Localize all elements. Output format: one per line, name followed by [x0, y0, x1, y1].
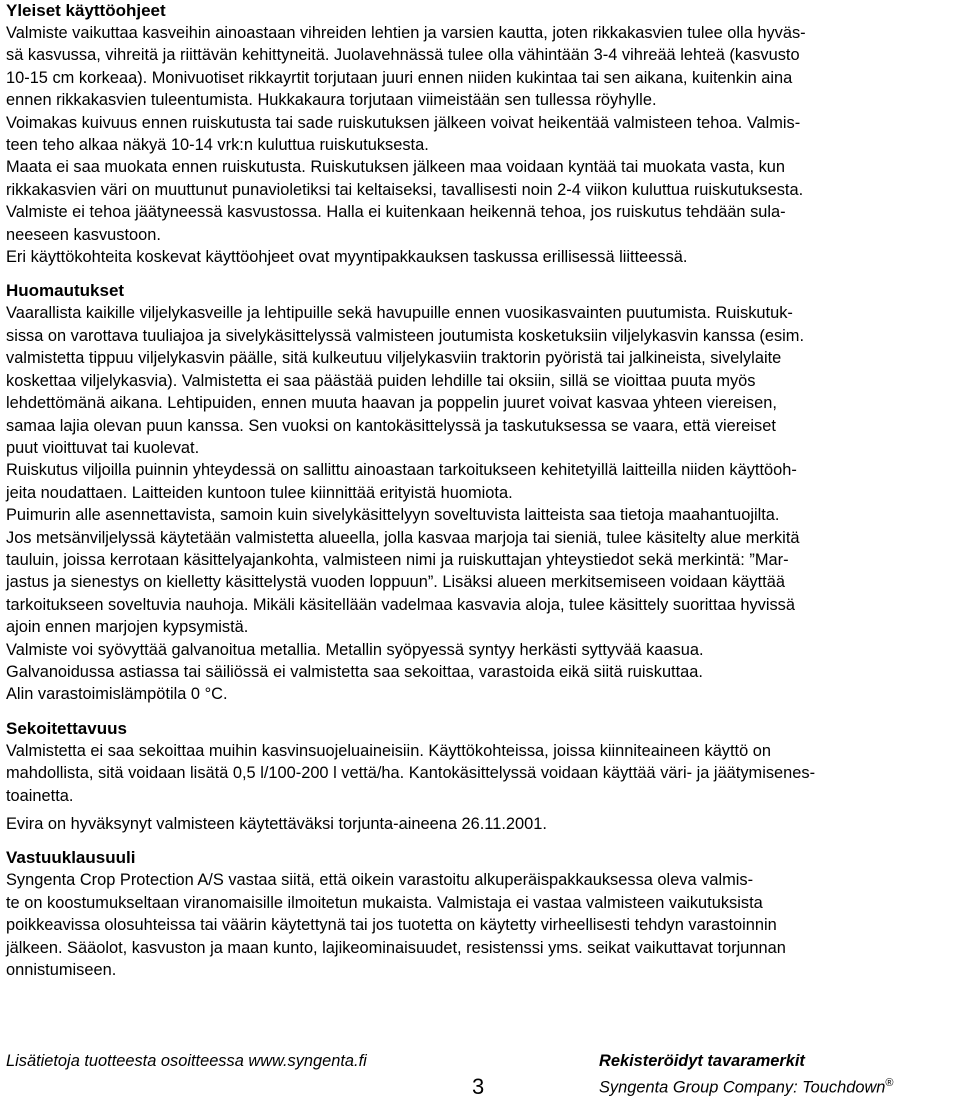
section-body-liability	[6, 869, 956, 981]
page-number: 3	[472, 1074, 485, 1099]
trademarks-text: Syngenta Group Company: Touchdown	[599, 1078, 886, 1097]
text-line: Eri käyttökohteita koskevat käyttöohjeet ovat myyntipakkauksen taskussa erillisessä liitteessä.	[6, 248, 688, 267]
text-line: valmistetta tippuu viljelykasvin päälle, sitä kulkeutuu viljelykasviin traktorin pyöristä tai jalkineista, sivelylaite	[6, 349, 782, 368]
text-line: ennen rikkakasvien tuleentumista. Hukkakaura torjutaan viimeistään sen tullessa röyhylle.	[6, 91, 657, 110]
text-line: lehdettömänä aikana. Lehtipuiden, ennen muuta haavan ja poppelin juuret voivat kasvaa yhteen viereisen,	[6, 394, 777, 413]
text-line: puut vioittuvat tai kuolevat.	[6, 438, 200, 457]
text-line: Puimurin alle asennettavista, samoin kuin sivelykäsittelyyn soveltuvista laitteista saa tietoja maahantuojilta.	[6, 506, 780, 525]
trademarks-line	[599, 1072, 894, 1098]
section-body-general	[6, 22, 956, 268]
section-remarks	[6, 280, 956, 705]
text-line: Voimakas kuivuus ennen ruiskutusta tai sade ruiskutuksen jälkeen voivat heikentää valmisteen tehoa. Valmis-	[6, 113, 801, 132]
text-line: 10-15 cm korkeaa). Monivuotiset rikkayrtit torjutaan juuri ennen niiden kukintaa tai sen aikana, kuitenkin aina	[6, 68, 793, 87]
section-title-liability: Vastuuklausuuli	[6, 848, 136, 868]
footer-more-info: Lisätietoja tuotteesta osoitteessa www.syngenta.fi	[6, 1052, 367, 1070]
text-line: Valmiste vaikuttaa kasveihin ainoastaan vihreiden lehtien ja varsien kautta, joten rikkakasvien tulee olla hyväs-	[6, 24, 806, 42]
evira-approval-line: Evira on hyväksynyt valmisteen käytettäväksi torjunta-aineena 26.11.2001.	[6, 815, 547, 833]
text-line: mahdollista, sitä voidaan lisätä 0,5 l/100-200 l vettä/ha. Kantokäsittelyssä voidaan käyttää väri- ja jäätymisenes-	[6, 764, 816, 783]
text-line: Ruiskutus viljoilla puinnin yhteydessä on sallittu ainoastaan tarkoitukseen kehitetyillä laitteilla niiden käyttöoh-	[6, 461, 797, 480]
text-line: onnistumiseen.	[6, 961, 117, 980]
text-line: sissa on varottava tuuliajoa ja sivelykäsittelyssä valmisteen joutumista kosketuksiin viljelykasvin kanssa (esim.	[6, 326, 805, 345]
text-line: Jos metsänviljelyssä käytetään valmistetta alueella, jolla kasvaa marjoja tai sieniä, tulee käsitelty alue merkitä	[6, 528, 800, 547]
document-page	[6, 0, 956, 981]
section-liability	[6, 847, 956, 981]
text-line: te on koostumukseltaan viranomaisille ilmoitetun mukaista. Valmistaja ei vastaa valmisteen vaikutuksista	[6, 893, 763, 912]
section-body-compatibility	[6, 740, 956, 807]
section-body-remarks	[6, 302, 956, 705]
text-line: koskettaa viljelykasvia). Valmistetta ei saa päästää puiden lehdille tai oksiin, sillä se vioittaa puuta myös	[6, 371, 756, 390]
section-general	[6, 0, 956, 268]
text-line: ajoin ennen marjojen kypsymistä.	[6, 618, 249, 637]
text-line: Syngenta Crop Protection A/S vastaa siitä, että oikein varastoitu alkuperäispakkauksessa oleva valmis-	[6, 871, 754, 890]
section-title-remarks: Huomautukset	[6, 281, 125, 301]
text-line: Maata ei saa muokata ennen ruiskutusta. Ruiskutuksen jälkeen maa voidaan kyntää tai muokata vasta, kun	[6, 158, 786, 177]
text-line: jastus ja sienestys on kielletty käsittelystä vuoden loppuun”. Lisäksi alueen merkitsemiseen voidaan käyttää	[6, 573, 785, 592]
text-line: Valmiste ei tehoa jäätyneessä kasvustossa. Halla ei kuitenkaan heikennä tehoa, jos ruiskutus tehdään sula-	[6, 203, 786, 222]
text-line: jälkeen. Sääolot, kasvuston ja maan kunto, lajikeominaisuudet, resistenssi yms. seikat vaikuttavat torjunnan	[6, 938, 786, 957]
text-line: sä kasvussa, vihreitä ja riittävän kehittyneitä. Juolavehnässä tulee olla vähintään 3-4 vihreää lehteä (kasvusto	[6, 46, 800, 65]
text-line: teen teho alkaa näkyä 10-14 vrk:n kuluttua ruiskutuksesta.	[6, 136, 429, 155]
text-line: Alin varastoimislämpötila 0 °C.	[6, 685, 228, 704]
section-compatibility	[6, 718, 956, 836]
text-line: toainetta.	[6, 786, 74, 805]
text-line: Vaarallista kaikille viljelykasveille ja lehtipuille sekä havupuille ennen vuosikasvainten puutumista. Ruiskutuk-	[6, 304, 793, 323]
text-line: jeita noudattaen. Laitteiden kuntoon tulee kiinnittää erityistä huomiota.	[6, 483, 513, 502]
registered-mark: ®	[885, 1077, 894, 1089]
footer-trademarks	[599, 1050, 894, 1098]
text-line: poikkeavissa olosuhteissa tai väärin käytettynä tai jos tuotetta on käytetty virheellisesti tehdyn varastoinnin	[6, 916, 777, 935]
text-line: Valmistetta ei saa sekoittaa muihin kasvinsuojeluaineisiin. Käyttökohteissa, joissa kiinniteaineen käyttö on	[6, 741, 772, 760]
text-line: Valmiste voi syövyttää galvanoitua metallia. Metallin syöpyessä syntyy herkästi syttyvää kaasua.	[6, 640, 704, 659]
text-line: tauluin, joissa kerrotaan käsittelyajankohta, valmisteen nimi ja ruiskuttajan yhteystiedot sekä merkintä: ”Mar-	[6, 550, 789, 569]
text-line: neeseen kasvustoon.	[6, 225, 161, 244]
section-title-compatibility: Sekoitettavuus	[6, 718, 127, 738]
trademarks-title: Rekisteröidyt tavaramerkit	[599, 1052, 805, 1070]
text-line: rikkakasvien väri on muuttunut punavioletiksi tai keltaiseksi, tavallisesti noin 2-4 viikon kuluttua ruiskutuksesta.	[6, 180, 804, 199]
section-title-general: Yleiset käyttöohjeet	[6, 1, 166, 20]
text-line: samaa lajia olevan puun kanssa. Sen vuoksi on kantokäsittelyssä ja taskutuksessa se vaara, että viereiset	[6, 416, 776, 435]
text-line: tarkoitukseen soveltuvia nauhoja. Mikäli käsitellään vadelmaa kasvavia aloja, tulee käsittely suorittaa hyvissä	[6, 595, 795, 614]
text-line: Galvanoidussa astiassa tai säiliössä ei valmistetta saa sekoittaa, varastoida eikä siitä ruiskuttaa.	[6, 662, 703, 681]
